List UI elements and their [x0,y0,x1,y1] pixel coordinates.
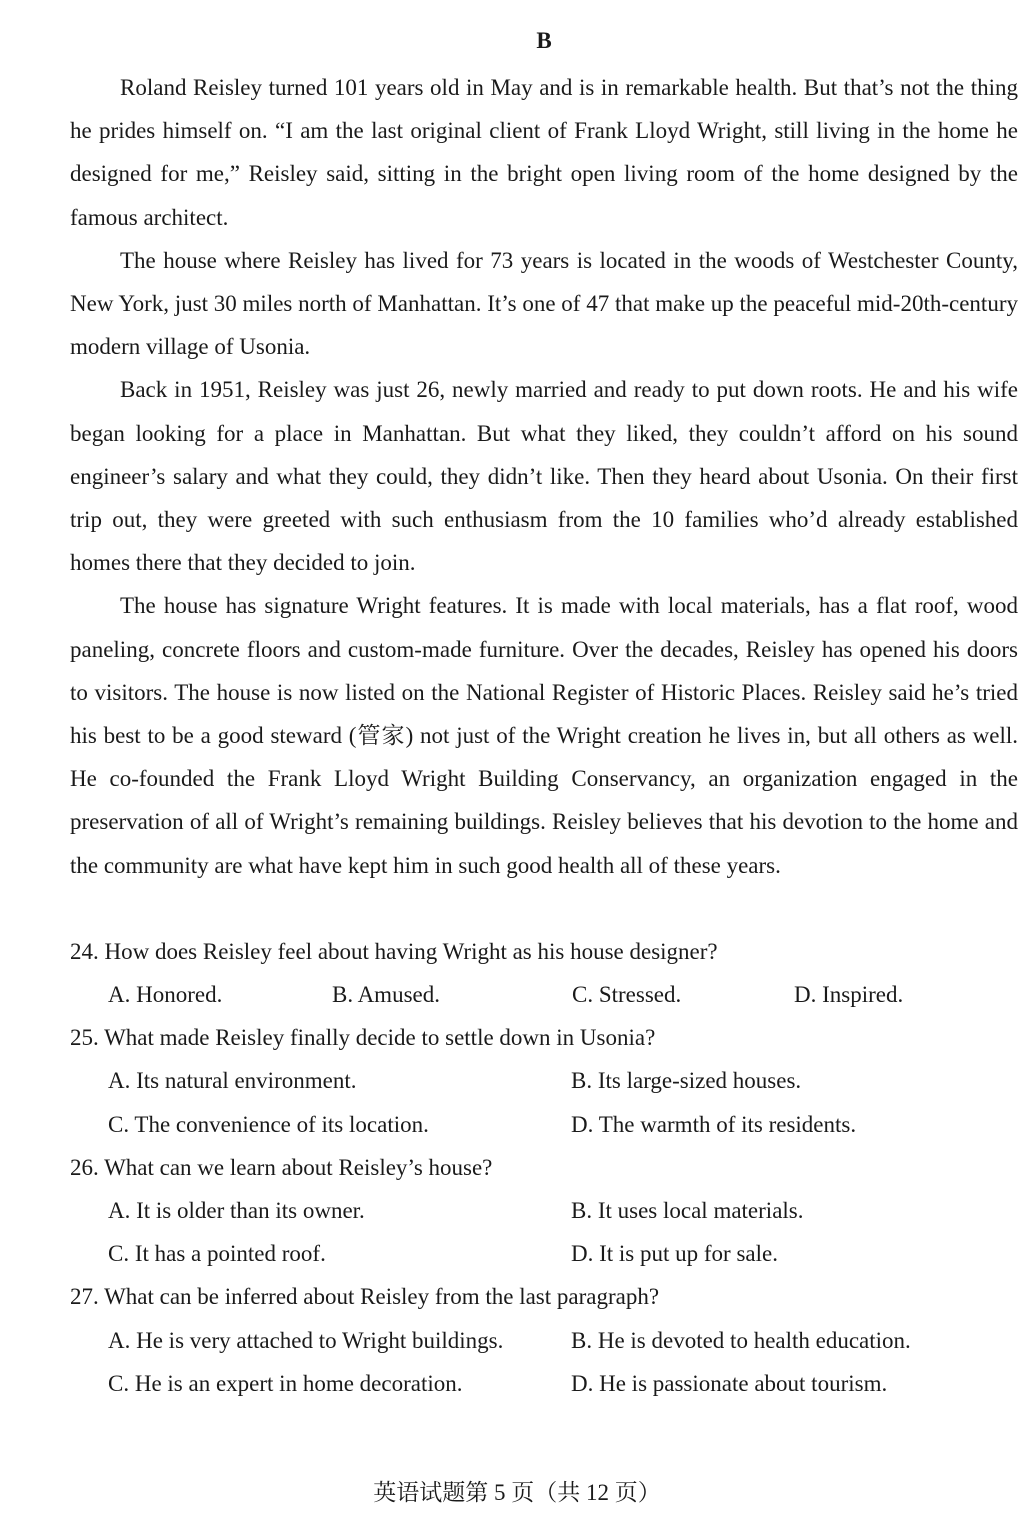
question-24 [70,930,1018,1016]
option-b: B. It uses local materials. [571,1198,804,1224]
option-a: A. Its natural environment. [108,1068,357,1094]
question-25 [70,1016,1018,1146]
option-d: D. He is passionate about tourism. [571,1370,888,1396]
option-d: D. The warmth of its residents. [571,1111,857,1137]
option-d: D. It is put up for sale. [571,1241,778,1267]
option-a: A. It is older than its owner. [108,1198,365,1224]
option-list [108,1189,1018,1275]
question-list [70,930,1018,1405]
passage-paragraph-4: The house has signature Wright features. It is made with local materials, has a flat roof, wood paneling, concrete floors and custom-made furniture. Over the decades, Reisley has opened his doors to visitors. The house is now listed on the National Register of Historic Places. Reisley said he’s tried his best to be a good steward (管家) not just of the Wright creation he lives in, but all others as well. He co-founded the Frank Lloyd Wright Building Conservancy, an organization engaged in the preservation of all of Wright’s remaining buildings. Reisley believes that his devotion to the home and the community are what have kept him in such good health all of these years. [70,593,1018,878]
option-a: A. He is very attached to Wright buildings. [108,1327,504,1353]
question-stem: 26. What can we learn about Reisley’s house? [70,1154,493,1180]
option-d: D. Inspired. [794,982,904,1008]
passage-paragraph-2: The house where Reisley has lived for 73 years is located in the woods of Westchester County, New York, just 30 miles north of Manhattan. It’s one of 47 that make up the peaceful mid-20th-century modern village of Usonia. [70,247,1018,360]
question-26 [70,1146,1018,1276]
question-27 [70,1275,1018,1405]
reading-passage [70,66,1018,887]
exam-page [70,26,1018,1405]
option-c: C. It has a pointed roof. [108,1241,326,1267]
option-b: B. He is devoted to health education. [571,1327,911,1353]
passage-paragraph-1: Roland Reisley turned 101 years old in May and is in remarkable health. But that’s not the thing he prides himself on. “I am the last original client of Frank Lloyd Wright, still living in the home he designed for me,” Reisley said, sitting in the bright open living room of the home designed by the famous architect. [70,75,1018,230]
option-c: C. He is an expert in home decoration. [108,1370,463,1396]
option-list [108,1059,1018,1145]
question-stem: 27. What can be inferred about Reisley from the last paragraph? [70,1284,660,1310]
question-stem: 25. What made Reisley finally decide to settle down in Usonia? [70,1025,656,1051]
option-b: B. Its large-sized houses. [571,1068,802,1094]
question-stem: 24. How does Reisley feel about having Wright as his house designer? [70,938,718,964]
option-c: C. The convenience of its location. [108,1111,429,1137]
option-c: C. Stressed. [572,982,682,1008]
section-letter: B [536,28,552,53]
option-a: A. Honored. [108,982,223,1008]
page-footer: 英语试题第 5 页（共 12 页） [373,1480,661,1505]
option-list [108,973,1018,1016]
option-b: B. Amused. [332,982,440,1008]
option-list [108,1319,1018,1405]
passage-paragraph-3: Back in 1951, Reisley was just 26, newly married and ready to put down roots. He and his wife began looking for a place in Manhattan. But what they liked, they couldn’t afford on his sound engineer’s salary and what they could, they didn’t like. Then they heard about Usonia. On their first trip out, they were greeted with such enthusiasm from the 10 families who’d already established homes there that they decided to join. [70,377,1018,576]
